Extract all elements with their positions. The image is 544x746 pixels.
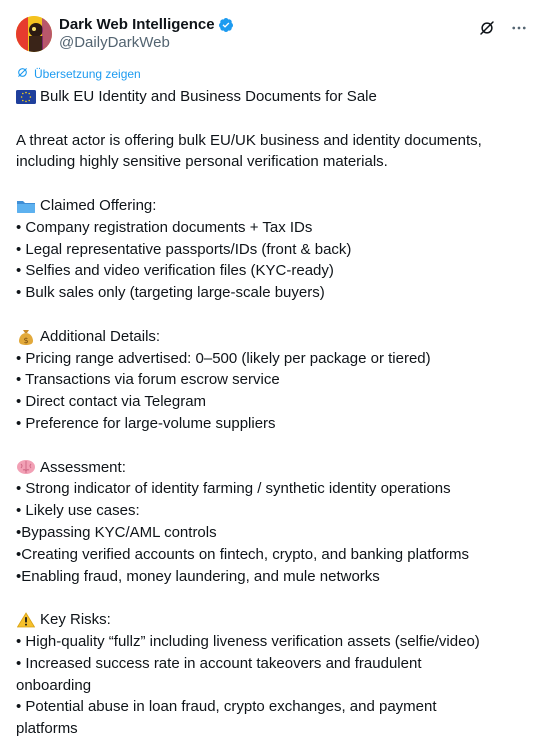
brain-icon	[16, 459, 36, 475]
header-actions	[478, 19, 528, 37]
spacer	[16, 587, 531, 609]
section-heading-details	[16, 326, 531, 348]
spacer	[16, 108, 531, 130]
display-name[interactable]: Dark Web Intelligence	[59, 16, 215, 33]
list-item: • Pricing range advertised: 0–500 (likely per package or tiered)	[16, 349, 431, 367]
section-heading-text: Assessment:	[40, 458, 126, 476]
list-item: • Preference for large-volume suppliers	[16, 414, 276, 432]
post-title-line	[16, 86, 531, 108]
verified-badge-icon	[218, 17, 234, 33]
list-item: • Company registration documents + Tax IDs	[16, 218, 313, 236]
section-heading-text: Additional Details:	[40, 327, 161, 345]
section-heading-offering	[16, 195, 531, 217]
warning-icon	[16, 612, 36, 628]
intro-line: A threat actor is offering bulk EU/UK business and identity documents,	[16, 131, 482, 149]
list-item: platforms	[16, 720, 78, 738]
section-heading-risks	[16, 609, 531, 631]
intro-line: including highly sensitive personal verification materials.	[16, 153, 388, 171]
list-item: •Bypassing KYC/AML controls	[16, 523, 217, 541]
list-item: • Selfies and video verification files (KYC-ready)	[16, 262, 334, 280]
section-heading-assessment	[16, 457, 531, 479]
spacer	[16, 435, 531, 457]
show-translation-link[interactable]	[16, 66, 141, 82]
name-row	[59, 16, 234, 34]
spacer	[16, 304, 531, 326]
tweet-header	[16, 14, 528, 54]
section-heading-text: Claimed Offering:	[40, 196, 157, 214]
tweet-text	[16, 86, 531, 740]
svg-text:$: $	[23, 335, 29, 345]
slashed-circle-icon[interactable]	[478, 19, 496, 37]
translate-icon	[16, 66, 29, 82]
eu-flag-icon	[16, 89, 36, 105]
list-item: • Transactions via forum escrow service	[16, 371, 280, 389]
avatar[interactable]	[16, 16, 52, 52]
list-item: • Increased success rate in account takeovers and fraudulent	[16, 654, 422, 672]
translate-label: Übersetzung zeigen	[34, 67, 141, 81]
author-identity	[59, 16, 234, 52]
folder-icon	[16, 198, 36, 214]
list-item: •Creating verified accounts on fintech, crypto, and banking platforms	[16, 545, 469, 563]
more-dots-icon[interactable]	[510, 19, 528, 37]
avatar-image	[16, 16, 52, 52]
author-handle[interactable]: @DailyDarkWeb	[59, 34, 170, 51]
list-item: • Bulk sales only (targeting large-scale buyers)	[16, 284, 325, 302]
list-item: • Direct contact via Telegram	[16, 393, 207, 411]
list-item: • Likely use cases:	[16, 502, 140, 520]
spacer	[16, 173, 531, 195]
list-item: •Enabling fraud, money laundering, and mule networks	[16, 567, 380, 585]
money-bag-icon	[16, 329, 36, 345]
section-heading-text: Key Risks:	[40, 611, 111, 629]
list-item: • Legal representative passports/IDs (front & back)	[16, 240, 352, 258]
list-item: • Potential abuse in loan fraud, crypto exchanges, and payment	[16, 698, 437, 716]
list-item: • High-quality “fullz” including liveness verification assets (selfie/video)	[16, 632, 480, 650]
list-item: • Strong indicator of identity farming / synthetic identity operations	[16, 480, 451, 498]
post-title: Bulk EU Identity and Business Documents for Sale	[40, 88, 377, 105]
list-item: onboarding	[16, 676, 92, 694]
